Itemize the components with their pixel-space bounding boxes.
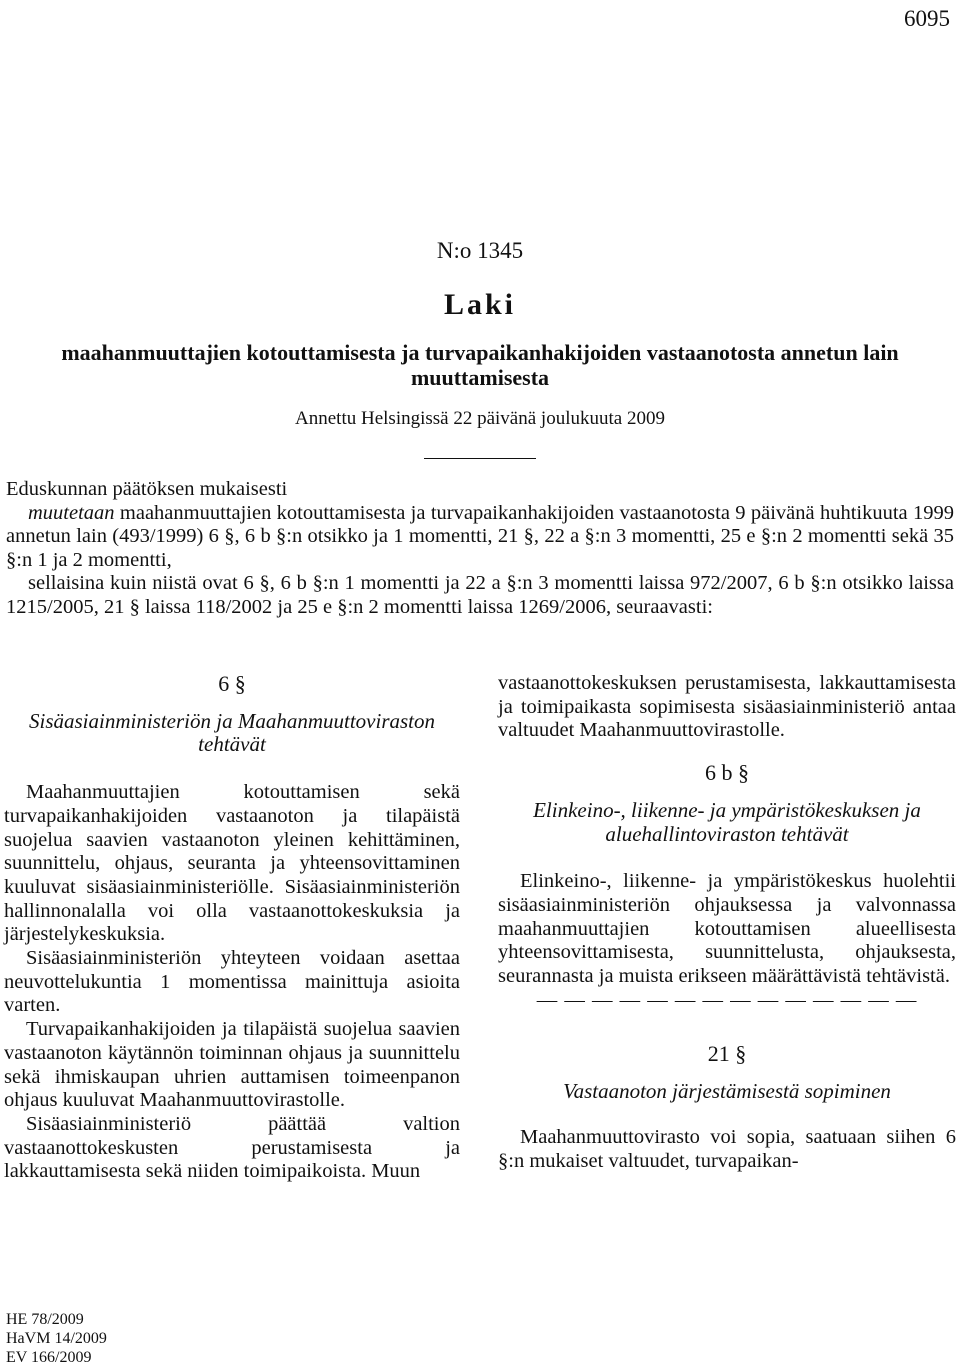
preamble (6, 478, 954, 619)
footnote-he: HE 78/2009 (6, 1311, 84, 1328)
preamble-body (6, 502, 954, 573)
preamble-text: maahanmuuttajien kotouttamisesta ja turvapaikanhakijoiden vastaanotosta 9 päivänä huhtikuuta 1999 annetun lain (493/1999) 6 §, 6 b §:n otsikko ja 1 momentti, 21 §, 22 a §:n 3 momentti, 25 e §:n 2 momentti sekä 35 §:n 1 ja 2 momentti, (6, 501, 954, 571)
document-title: maahanmuuttajien kotouttamisesta ja turvapaikanhakijoiden vastaanotosta annetun lain muuttamisesta (61, 340, 899, 390)
footnote-havm: HaVM 14/2009 (6, 1330, 107, 1347)
section-6-paragraph-3: Turvapaikanhakijoiden ja tilapäistä suojelua saavien vastaanoton käytännön toiminnan ohjaus ja suunnittelu sekä ihmiskaupan uhrien auttamisen toimeenpanon ohjaus kuuluvat Maahanmuuttovirastolle. (4, 1018, 460, 1112)
section-21-paragraph-1: Maahanmuuttovirasto voi sopia, saatuaan siihen 6 §:n mukaiset valtuudet, turvapaikan- (498, 1125, 956, 1172)
section-6-paragraph-2: Sisäasiainministeriön yhteyteen voidaan asettaa neuvottelukuntia 1 momentissa mainittuja asioita varten. (4, 947, 460, 1017)
preamble-body-2: sellaisina kuin niistä ovat 6 §, 6 b §:n 1 momentti ja 22 a §:n 3 momentti laissa 972/2007, 6 b §:n otsikko laissa 1215/2005, 21 § laissa 118/2002 ja 25 e §:n 2 momentti laissa 1269/2006, seuraavasti: (6, 572, 954, 618)
right-column (498, 672, 956, 1173)
document-number: N:o 1345 (436, 238, 524, 263)
section-21-heading: Vastaanoton järjestämisestä sopiminen (563, 1079, 891, 1104)
omission-dashes: — — — — — — — — — — — — — — (536, 988, 918, 1011)
title-divider (424, 458, 536, 459)
section-6-paragraph-1: Maahanmuuttajien kotouttamisen sekä turvapaikanhakijoiden vastaanoton ja tilapäistä suojelua saavien vastaanoton yleinen kehittäminen, suunnittelu, ohjaus, seuranta ja yhteensovittaminen kuuluvat sisäasiainministeriölle. Sisäasiainministeriön hallinnonalalla voi olla vastaanottokeskuksia ja järjestelykeskuksia. (4, 781, 460, 946)
page-number: 6095 (904, 6, 950, 31)
document-type: Laki (443, 288, 517, 321)
left-column (4, 672, 460, 1184)
section-21-number: 21 § (707, 1041, 747, 1067)
preamble-line: Eduskunnan päätöksen mukaisesti (6, 478, 288, 500)
footnote-ev: EV 166/2009 (6, 1349, 92, 1366)
section-6-number: 6 § (218, 671, 246, 696)
given-date: Annettu Helsingissä 22 päivänä joulukuuta 2009 (295, 408, 665, 429)
continued-paragraph: vastaanottokeskuksen perustamisesta, lakkauttamisesta ja toimipaikasta sopimisesta sisäasiainministeriö antaa valtuudet Maahanmuuttovirastolle. (498, 672, 956, 742)
footnotes (6, 1310, 107, 1367)
section-6b-number: 6 b § (705, 760, 749, 786)
section-6-heading: Sisäasiainministeriön ja Maahanmuuttoviraston tehtävät (28, 708, 435, 757)
preamble-lead-word: muutetaan (28, 501, 115, 524)
section-6-paragraph-4: Sisäasiainministeriö päättää valtion vastaanottokeskusten perustamisesta ja lakkauttamisesta sekä niiden toimipaikoista. Muun (4, 1112, 460, 1183)
section-6b-heading: Elinkeino-, liikenne- ja ympäristökeskuksen ja aluehallintoviraston tehtävät (533, 797, 921, 846)
section-6b-paragraph-1: Elinkeino-, liikenne- ja ympäristökeskus huolehtii sisäasiainministeriön ohjauksessa ja valvonnassa maahanmuuttajien kotouttamisen alueellisesta yhteensovittamisesta, suunnittelusta, ohjauksesta, seurannasta ja muista erikseen määrättävistä tehtävistä. (498, 870, 956, 988)
